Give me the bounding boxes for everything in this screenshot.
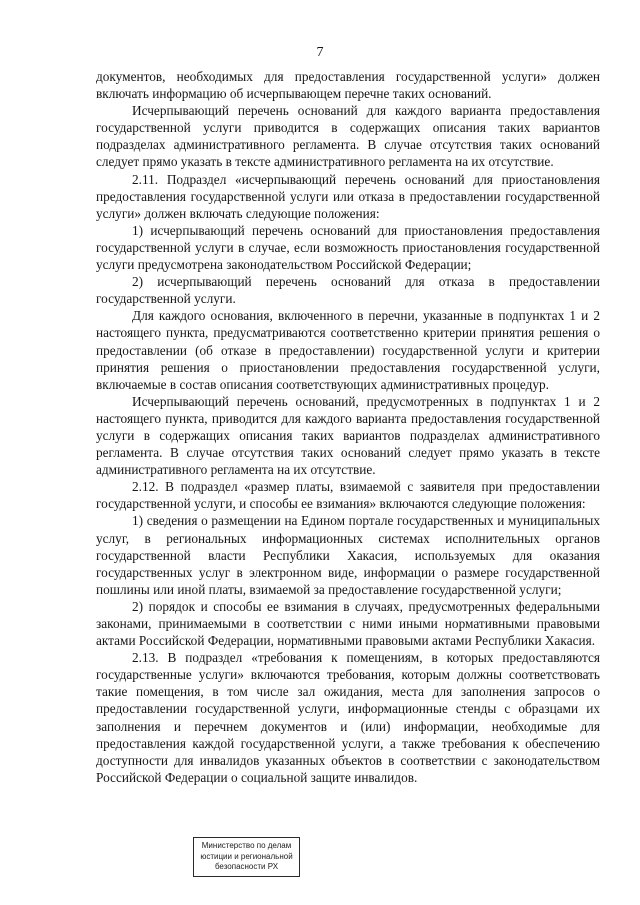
stamp-line: Министерство по делам xyxy=(201,841,292,850)
paragraph: Исчерпывающий перечень оснований, предусмотренных в подпунктах 1 и 2 настоящего пункта, приводится для каждого варианта предоставления государственной услуги в содержащих описания таких вариантов подразделах административного регламента. В случае отсутствия таких оснований следует прямо указать в тексте административного регламента на их отсутствие. xyxy=(96,393,600,478)
ministry-stamp xyxy=(193,837,300,877)
clause-2-11: 2.11. Подраздел «исчерпывающий перечень оснований для приостановления предоставления государственной услуги или отказа в предоставлении государственной услуги» должен включать следующие положения: xyxy=(96,171,600,221)
paragraph: Для каждого основания, включенного в перечни, указанные в подпунктах 1 и 2 настоящего пункта, предусматриваются соответственно критерии принятия решения о предоставлении (об отказе в предоставлении) государственной услуги и критерии принятия решения о приостановлении предоставления государственной услуги, включаемые в состав описания соответствующих административных процедур. xyxy=(96,308,600,392)
paragraph-continuation: документов, необходимых для предоставления государственной услуги» должен включать информацию об исчерпывающем перечне таких оснований. xyxy=(96,69,600,102)
clause-2-11-item-2: 2) исчерпывающий перечень оснований для отказа в предоставлении государственной услуги. xyxy=(96,274,600,307)
clause-2-12-item-2: 2) порядок и способы ее взимания в случаях, предусмотренных федеральными законами, принимаемыми в соответствии с ними иными нормативными правовыми актами Российской Федерации, нормативными правовыми актами Республики Хакасия. xyxy=(96,598,600,649)
document-body xyxy=(96,68,600,786)
clause-2-12-item-1: 1) сведения о размещении на Едином портале государственных и муниципальных услуг, в региональных информационных системах исполнительных органов государственной власти Республики Хакасия, используемых для оказания государственных услуг в электронном виде, информации о размере государственной пошлины или иной платы, взимаемой за предоставление государственной услуги; xyxy=(96,513,600,597)
paragraph: Исчерпывающий перечень оснований для каждого варианта предоставления государственной услуги приводится в содержащих описания таких вариантов подразделах административного регламента. В случае отсутствия таких оснований следует прямо указать в тексте административного регламента на их отсутствие. xyxy=(96,103,600,170)
stamp-line: юстиции и региональной xyxy=(200,851,293,861)
page-number: 7 xyxy=(316,45,324,60)
stamp-line: безопасности РХ xyxy=(214,862,279,871)
clause-2-12: 2.12. В подраздел «размер платы, взимаемой с заявителя при предоставлении государственной услуги, и способы ее взимания» включаются следующие положения: xyxy=(96,479,600,512)
clause-2-13: 2.13. В подраздел «требования к помещениям, в которых предоставляются государственные услуги» включаются требования, которым должны соответствовать такие помещения, в том числе зал ожидания, места для заполнения запросов о предоставлении государственной услуги, информационные стенды с образцами их заполнения и перечнем документов и (или) информации, необходимые для предоставления каждой государственной услуги, а также требования к обеспечению доступности для инвалидов указанных объектов в соответствии с законодательством Российской Федерации о социальной защите инвалидов. xyxy=(96,650,600,785)
clause-2-11-item-1: 1) исчерпывающий перечень оснований для приостановления предоставления государственной услуги в случае, если возможность приостановления государственной услуги предусмотрена законодательством Российской Федерации; xyxy=(96,222,600,273)
